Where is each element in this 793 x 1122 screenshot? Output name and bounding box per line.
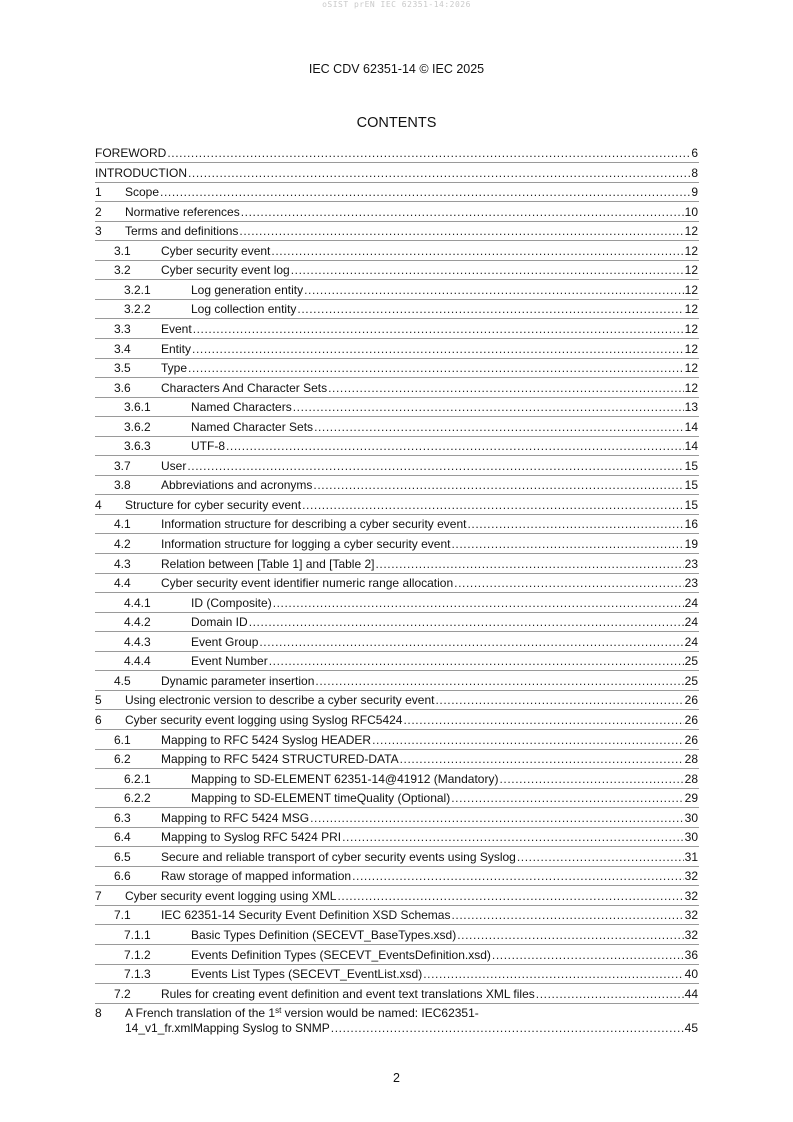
toc-separator [95, 905, 699, 906]
toc-entry-title-line2: 14_v1_fr.xmlMapping Syslog to SNMP [125, 1021, 330, 1036]
toc-separator [95, 358, 699, 359]
toc-entry-title: Using electronic version to describe a cyber security event [125, 693, 435, 708]
toc-separator [95, 729, 699, 730]
toc-separator [95, 377, 699, 378]
toc-entry-number: 4.5 [114, 673, 131, 688]
toc-entry-number: 3.6.1 [124, 400, 151, 415]
toc-entry[interactable] [0, 869, 793, 884]
toc-entry[interactable] [0, 478, 793, 493]
toc-entry-number: 3.2.1 [124, 282, 151, 297]
toc-entry-number: 5 [95, 693, 102, 708]
toc-leader-dots [302, 498, 684, 513]
toc-entry-page: 6 [691, 146, 698, 160]
toc-entry-title: Event Group [191, 634, 259, 649]
toc-entry-page: 8 [691, 165, 698, 180]
toc-separator [95, 221, 699, 222]
toc-entry-number: 6.5 [114, 849, 131, 864]
toc-entry-title: Dynamic parameter insertion [161, 673, 315, 688]
toc-leader-dots [297, 302, 683, 317]
toc-entry-page: 26 [684, 712, 698, 727]
toc-entry-title: Type [161, 361, 188, 376]
toc-leader-dots [304, 283, 684, 298]
toc-separator [95, 416, 699, 417]
toc-entry[interactable] [0, 1006, 793, 1038]
toc-entry-number: 4.3 [114, 556, 131, 571]
toc-entry-number: 3.8 [114, 478, 131, 493]
toc-entry-number: 7.1.2 [124, 947, 151, 962]
toc-leader-dots [337, 889, 683, 904]
toc-leader-dots [400, 752, 684, 767]
toc-entry-number: 4.4.2 [124, 615, 151, 630]
toc-entry-number: 4.4.1 [124, 595, 151, 610]
toc-entry-page: 12 [684, 282, 698, 297]
toc-entry-title: Domain ID [191, 615, 248, 630]
toc-separator [95, 612, 699, 613]
toc-entry[interactable] [0, 224, 793, 239]
toc-leader-dots [188, 166, 690, 181]
toc-separator [95, 299, 699, 300]
toc-entry-number: 7.1.1 [124, 928, 151, 942]
toc-entry-page: 40 [684, 967, 698, 982]
toc-entry-page: 16 [684, 517, 698, 532]
toc-separator [95, 573, 699, 574]
toc-entry[interactable] [0, 772, 793, 787]
toc-separator [95, 494, 699, 495]
toc-entry-number: 4.1 [114, 517, 131, 532]
toc-separator [95, 240, 699, 241]
toc-entry[interactable] [0, 733, 793, 748]
toc-entry-title: Events List Types (SECEVT_EventList.xsd) [191, 967, 423, 982]
toc-entry-page: 44 [684, 986, 698, 1001]
page-header: IEC CDV 62351-14 © IEC 2025 [308, 62, 485, 76]
toc-entry-page: 12 [684, 341, 698, 356]
toc-separator [95, 651, 699, 652]
ordinal-superscript: st [275, 1006, 282, 1016]
toc-entry-title: Mapping to SD-ELEMENT 62351-14@41912 (Mandatory) [191, 771, 499, 786]
toc-separator [95, 592, 699, 593]
toc-entry-number: 7.1.3 [124, 967, 151, 982]
toc-entry-title: Scope [125, 185, 160, 200]
toc-entry-title: ID (Composite) [191, 595, 272, 610]
toc-entry-title: Characters And Character Sets [161, 380, 328, 395]
toc-entry-title-part: A French translation of the 1 [125, 1006, 276, 1021]
toc-entry-page: 23 [684, 556, 698, 571]
toc-entry-number: 3.2.2 [124, 302, 151, 317]
toc-entry-page: 24 [684, 595, 698, 610]
toc-separator [95, 631, 699, 632]
toc-entry[interactable] [0, 381, 793, 396]
toc-entry[interactable] [0, 420, 793, 435]
toc-entry[interactable] [0, 615, 793, 630]
toc-entry-number: 3.3 [114, 321, 131, 336]
toc-entry-page: 12 [684, 263, 698, 278]
toc-entry[interactable] [0, 302, 793, 317]
toc-entry[interactable] [0, 928, 793, 943]
toc-entry-title: Relation between [Table 1] and [Table 2] [161, 556, 375, 571]
toc-entry-title: Event Number [191, 654, 268, 669]
toc-leader-dots [451, 791, 683, 806]
toc-entry-number: 6.2.1 [124, 771, 151, 786]
toc-leader-dots [249, 615, 684, 630]
toc-entry-title: Raw storage of mapped information [161, 869, 352, 884]
toc-separator [95, 924, 699, 925]
toc-separator [95, 670, 699, 671]
toc-entry-page: 13 [684, 400, 698, 415]
toc-entry-title: Mapping to Syslog RFC 5424 PRI [161, 830, 342, 845]
toc-entry-number: 3.4 [114, 341, 131, 356]
toc-entry-page: 29 [684, 791, 698, 806]
page-number: 2 [393, 1071, 400, 1085]
toc-entry-page: 32 [684, 928, 698, 942]
toc-entry-title-part: version would be named: IEC62351- [281, 1006, 479, 1021]
toc-entry-title: Basic Types Definition (SECEVT_BaseTypes.xsd) [191, 928, 457, 942]
toc-entry-page: 25 [684, 654, 698, 669]
toc-leader-dots [259, 635, 683, 650]
toc-entry-page: 12 [684, 302, 698, 317]
toc-entry-page: 12 [684, 243, 698, 258]
toc-entry-page: 12 [684, 224, 698, 239]
toc-leader-dots [310, 811, 684, 826]
toc-entry-page: 24 [684, 634, 698, 649]
toc-entry-title: Events Definition Types (SECEVT_EventsDefinition.xsd) [191, 947, 491, 962]
toc-separator [95, 260, 699, 261]
toc-entry-number: 6 [95, 712, 102, 727]
toc-separator [95, 533, 699, 534]
toc-entry[interactable] [0, 459, 793, 474]
toc-entry[interactable] [0, 439, 793, 454]
toc-separator [95, 944, 699, 945]
toc-entry[interactable] [0, 596, 793, 611]
toc-entry-number: 3 [95, 224, 102, 239]
toc-entry-number: 7.2 [114, 986, 131, 1001]
toc-entry-page: 28 [684, 752, 698, 767]
toc-entry-page: 23 [684, 576, 698, 591]
toc-leader-dots [536, 987, 684, 1002]
toc-separator [95, 807, 699, 808]
toc-entry-title: Cyber security event logging using Syslog RFC5424 [125, 712, 403, 727]
toc-entry-title: INTRODUCTION [95, 165, 187, 180]
toc-separator [95, 788, 699, 789]
toc-leader-dots [241, 205, 684, 220]
toc-entry-page: 36 [684, 947, 698, 962]
toc-separator [95, 1003, 699, 1004]
toc-entry[interactable] [0, 948, 793, 963]
toc-entry-number: 3.6 [114, 380, 131, 395]
toc-entry[interactable] [0, 146, 793, 161]
toc-entry-page: 15 [684, 478, 698, 493]
toc-separator [95, 514, 699, 515]
toc-separator [95, 475, 699, 476]
toc-leader-dots [239, 224, 683, 239]
toc-leader-dots [293, 400, 684, 415]
toc-leader-dots [331, 1021, 684, 1036]
toc-entry-page: 26 [684, 732, 698, 747]
toc-entry-title: Named Characters [191, 400, 292, 415]
toc-leader-dots [291, 263, 684, 278]
toc-entry-title: Cyber security event identifier numeric range allocation [161, 576, 454, 591]
toc-entry-number: 7 [95, 888, 102, 903]
toc-leader-dots [226, 439, 684, 454]
toc-entry-number: 3.2 [114, 263, 131, 278]
toc-entry-number: 6.3 [114, 810, 131, 825]
toc-leader-dots [315, 674, 683, 689]
toc-entry-title: Log generation entity [191, 282, 304, 297]
toc-separator [95, 866, 699, 867]
toc-leader-dots [403, 713, 683, 728]
toc-entry-page: 32 [684, 869, 698, 884]
toc-entry-page: 14 [684, 419, 698, 434]
toc-leader-dots [423, 967, 683, 982]
toc-entry-number: 6.4 [114, 830, 131, 845]
toc-entry-number: 1 [95, 185, 102, 200]
toc-leader-dots [193, 322, 684, 337]
toc-leader-dots [467, 517, 683, 532]
toc-entry[interactable] [0, 635, 793, 650]
toc-entry-page: 26 [684, 693, 698, 708]
toc-entry-page: 15 [684, 458, 698, 473]
toc-entry-page: 30 [684, 830, 698, 845]
toc-entry-title: Cyber security event log [161, 263, 290, 278]
toc-entry[interactable] [0, 713, 793, 728]
toc-leader-dots [451, 908, 683, 923]
toc-entry-title: Information structure for logging a cyber security event [161, 537, 451, 551]
toc-entry-title: Event [161, 321, 192, 336]
toc-separator [95, 768, 699, 769]
toc-entry[interactable] [0, 576, 793, 591]
toc-leader-dots [160, 185, 690, 200]
toc-separator [95, 338, 699, 339]
toc-entry-page: 25 [684, 673, 698, 688]
toc-entry-number: 6.2.2 [124, 791, 151, 806]
toc-separator [95, 201, 699, 202]
toc-separator [95, 983, 699, 984]
toc-leader-dots [167, 146, 690, 161]
toc-separator [95, 279, 699, 280]
toc-entry-number: 4.4.4 [124, 654, 151, 669]
toc-entry-title: Terms and definitions [125, 224, 239, 239]
toc-entry[interactable] [0, 850, 793, 865]
toc-entry-number: 6.1 [114, 732, 131, 747]
toc-entry[interactable] [0, 185, 793, 200]
toc-separator [95, 827, 699, 828]
toc-entry-page: 14 [684, 439, 698, 454]
toc-entry-title: Normative references [125, 204, 240, 219]
toc-leader-dots [328, 381, 684, 396]
toc-entry-page: 12 [684, 380, 698, 395]
toc-leader-dots [492, 948, 684, 963]
toc-leader-dots [269, 654, 684, 669]
toc-leader-dots [352, 869, 684, 884]
toc-entry[interactable] [0, 263, 793, 278]
toc-entry-number: 7.1 [114, 908, 131, 923]
toc-entry-number: 2 [95, 204, 102, 219]
toc-separator [95, 182, 699, 183]
toc-entry[interactable] [0, 342, 793, 357]
toc-entry[interactable] [0, 517, 793, 532]
toc-separator [95, 885, 699, 886]
toc-entry-page: 30 [684, 810, 698, 825]
toc-entry-page: 19 [684, 537, 698, 551]
toc-entry-number: 4.2 [114, 537, 131, 551]
toc-entry[interactable] [0, 166, 793, 181]
toc-leader-dots [314, 420, 684, 435]
toc-separator [95, 397, 699, 398]
toc-leader-dots [187, 459, 683, 474]
toc-entry-title: UTF-8 [191, 439, 225, 454]
toc-entry-title: Secure and reliable transport of cyber security events using Syslog [161, 849, 516, 864]
toc-separator [95, 964, 699, 965]
toc-entry-title: User [161, 458, 187, 473]
toc-separator [95, 318, 699, 319]
toc-entry-title-line1 [125, 1006, 479, 1021]
toc-entry-title: Mapping to RFC 5424 STRUCTURED-DATA [161, 752, 399, 767]
toc-entry-page: 24 [684, 615, 698, 630]
toc-entry[interactable] [0, 908, 793, 923]
toc-entry-number: 3.6.3 [124, 439, 151, 454]
toc-entry-number: 6.6 [114, 869, 131, 884]
toc-entry[interactable] [0, 557, 793, 572]
toc-entry[interactable] [0, 752, 793, 767]
toc-entry-title: Log collection entity [191, 302, 297, 317]
toc-separator [95, 455, 699, 456]
toc-separator [95, 690, 699, 691]
toc-entry-number: 4.4.3 [124, 634, 151, 649]
toc-leader-dots [192, 342, 684, 357]
toc-leader-dots [273, 596, 684, 611]
toc-leader-dots [517, 850, 684, 865]
toc-entry-title: Information structure for describing a cyber security event [161, 517, 467, 532]
toc-separator [95, 553, 699, 554]
toc-leader-dots [435, 693, 683, 708]
toc-entry-page: 9 [691, 185, 698, 200]
toc-entry-page: 12 [684, 361, 698, 376]
toc-leader-dots [313, 478, 683, 493]
toc-entry[interactable] [0, 654, 793, 669]
toc-entry-page: 15 [684, 497, 698, 512]
toc-entry-title: Entity [161, 341, 192, 356]
toc-entry[interactable] [0, 361, 793, 376]
toc-entry-page: 45 [684, 1021, 698, 1036]
toc-entry-title: Mapping to RFC 5424 MSG [161, 810, 310, 825]
document-watermark: oSIST prEN IEC 62351-14:2026 [322, 0, 471, 9]
toc-leader-dots [372, 733, 684, 748]
toc-entry[interactable] [0, 967, 793, 982]
toc-leader-dots [188, 361, 684, 376]
toc-leader-dots [451, 537, 683, 552]
toc-entry[interactable] [0, 987, 793, 1002]
toc-entry-title: IEC 62351-14 Security Event Definition XSD Schemas [161, 908, 451, 923]
toc-entry-number: 3.1 [114, 243, 131, 258]
toc-entry-page: 12 [684, 321, 698, 336]
toc-separator [95, 162, 699, 163]
toc-entry[interactable] [0, 400, 793, 415]
toc-entry-page: 32 [684, 908, 698, 923]
contents-title: CONTENTS [356, 115, 437, 131]
toc-entry-page: 10 [684, 204, 698, 219]
toc-entry[interactable] [0, 205, 793, 220]
toc-entry[interactable] [0, 693, 793, 708]
toc-entry-number: 4.4 [114, 576, 131, 591]
toc-entry[interactable] [0, 889, 793, 904]
toc-entry[interactable] [0, 283, 793, 298]
toc-entry-page: 31 [684, 849, 698, 864]
toc-entry-title: Rules for creating event definition and event text translations XML files [161, 986, 535, 1001]
toc-entry[interactable] [0, 674, 793, 689]
toc-entry-title: Structure for cyber security event [125, 497, 302, 512]
toc-leader-dots [342, 830, 684, 845]
toc-entry-title: Named Character Sets [191, 419, 314, 434]
toc-entry-title: Abbreviations and acronyms [161, 478, 313, 493]
toc-entry-title: Mapping to RFC 5424 Syslog HEADER [161, 732, 372, 747]
toc-entry[interactable] [0, 498, 793, 513]
toc-entry-page: 28 [684, 771, 698, 786]
toc-entry-title: Cyber security event [161, 243, 271, 258]
toc-entry-number: 6.2 [114, 752, 131, 767]
toc-separator [95, 846, 699, 847]
toc-leader-dots [271, 244, 683, 259]
toc-separator [95, 709, 699, 710]
toc-entry-number: 3.5 [114, 361, 131, 376]
toc-entry-page: 32 [684, 888, 698, 903]
toc-entry[interactable] [0, 811, 793, 826]
toc-entry-number: 3.6.2 [124, 419, 151, 434]
toc-separator [95, 749, 699, 750]
toc-separator [95, 436, 699, 437]
toc-entry-number: 8 [95, 1006, 102, 1021]
toc-entry-number: 4 [95, 497, 102, 512]
toc-entry[interactable] [0, 791, 793, 806]
toc-leader-dots [454, 576, 683, 591]
toc-entry-number: 3.7 [114, 458, 131, 473]
toc-entry[interactable] [0, 537, 793, 552]
toc-entry-title: FOREWORD [95, 146, 167, 160]
toc-leader-dots [375, 557, 683, 572]
toc-entry-title: Cyber security event logging using XML [125, 888, 337, 903]
toc-entry[interactable] [0, 244, 793, 259]
toc-leader-dots [457, 928, 683, 943]
toc-leader-dots [499, 772, 683, 787]
toc-entry[interactable] [0, 322, 793, 337]
toc-entry[interactable] [0, 830, 793, 845]
toc-entry-title: Mapping to SD-ELEMENT timeQuality (Optional) [191, 791, 451, 806]
